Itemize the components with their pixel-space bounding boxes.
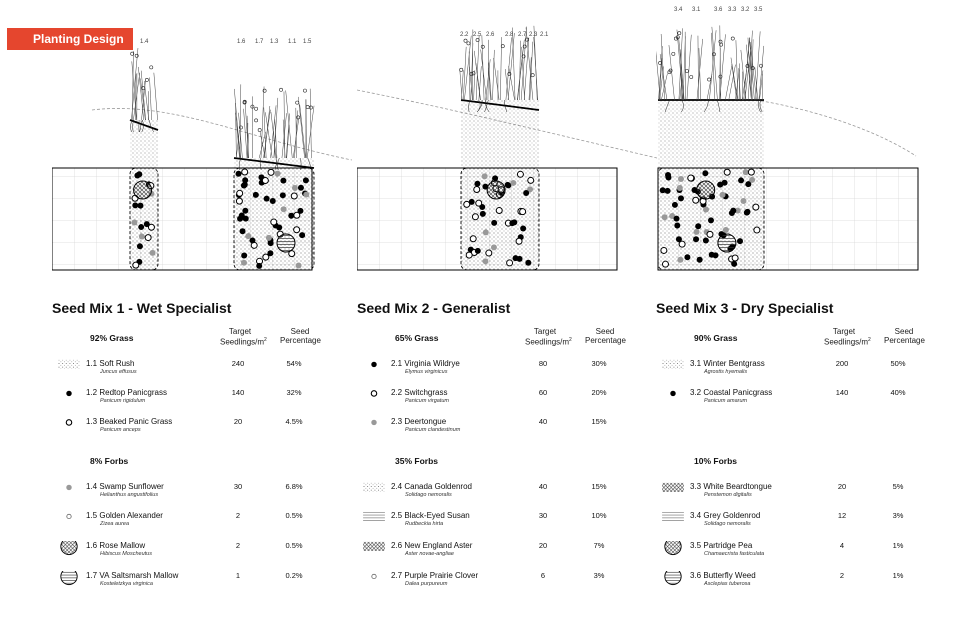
plant-callout: 3.4 xyxy=(674,7,683,13)
species-name xyxy=(690,359,765,368)
species-name xyxy=(86,511,163,520)
species-scientific-name: Elymus virginicus xyxy=(405,369,448,375)
seed-percentage-value: 0.2% xyxy=(285,571,303,580)
seedlings-unit: Seedlings/m xyxy=(220,337,265,347)
seedlings-label xyxy=(824,336,871,347)
species-scientific-name: Kosteletzkya virginica xyxy=(100,581,153,587)
species-number: 1.2 xyxy=(86,388,98,397)
seedlings-exponent: 2 xyxy=(868,337,871,343)
species-symbol-icon xyxy=(57,541,81,561)
plant-callout: 3.2 xyxy=(741,7,750,13)
species-scientific-name: Solidago nemoralis xyxy=(405,492,452,498)
seed-percentage-value: 7% xyxy=(593,541,605,550)
species-number: 3.5 xyxy=(690,541,702,550)
species-common-name: White Beardtongue xyxy=(703,482,772,491)
seed-percentage-header xyxy=(884,327,924,345)
target-seedlings-value: 20 xyxy=(837,482,847,491)
species-name xyxy=(690,482,772,491)
species-symbol-icon xyxy=(362,541,386,561)
species-symbol-icon xyxy=(661,541,685,561)
seed-percentage-value: 10% xyxy=(591,511,607,520)
plant-callout: 3.1 xyxy=(692,7,701,13)
seed-percentage-value: 4.5% xyxy=(285,417,303,426)
percentage-label: Percentage xyxy=(884,336,925,345)
group-title: 35% Forbs xyxy=(395,456,438,466)
species-symbol-icon xyxy=(661,388,685,408)
seed-percentage-value: 15% xyxy=(591,417,607,426)
seed-percentage-header xyxy=(585,327,625,345)
species-name xyxy=(86,541,145,550)
plant-callout: 3.5 xyxy=(754,7,763,13)
species-symbol-icon xyxy=(661,571,685,591)
species-scientific-name: Hibiscus Moscheutus xyxy=(100,551,152,557)
target-label: Target xyxy=(832,327,856,336)
species-common-name: Swamp Sunflower xyxy=(99,482,164,491)
species-symbol-icon xyxy=(661,482,685,502)
group-title: 8% Forbs xyxy=(90,456,129,466)
species-number: 2.3 xyxy=(391,417,403,426)
species-row xyxy=(656,511,956,537)
species-symbol-icon xyxy=(57,482,81,502)
target-seedlings-value: 6 xyxy=(540,571,546,580)
plant-callout: 1.4 xyxy=(140,39,149,45)
plant-callout: 2.6 xyxy=(486,32,495,38)
seed-percentage-value: 5% xyxy=(892,482,904,491)
plant-callout: 1.1 xyxy=(288,39,297,45)
species-name xyxy=(86,359,135,368)
species-common-name: Coastal Panicgrass xyxy=(703,388,773,397)
target-seedlings-value: 40 xyxy=(538,482,548,491)
plant-callout: 3.6 xyxy=(714,7,723,13)
plant-callout: 2.2 xyxy=(460,32,469,38)
species-number: 2.6 xyxy=(391,541,403,550)
species-common-name: Golden Alexander xyxy=(99,511,163,520)
species-row xyxy=(656,388,956,414)
species-symbol-icon xyxy=(661,359,685,379)
species-symbol-icon xyxy=(362,571,386,591)
species-number: 2.2 xyxy=(391,388,403,397)
species-common-name: Grey Goldenrod xyxy=(703,511,761,520)
species-name xyxy=(690,571,756,580)
group-title: 10% Forbs xyxy=(694,456,737,466)
species-name xyxy=(86,388,167,397)
seedlings-label xyxy=(220,336,267,347)
species-name xyxy=(391,388,447,397)
seed-percentage-header xyxy=(280,327,320,345)
seed-percentage-value: 6.8% xyxy=(285,482,303,491)
seedlings-label xyxy=(525,336,572,347)
plant-callout: 2.3 xyxy=(529,32,538,38)
species-scientific-name: Penstemon digitalis xyxy=(704,492,752,498)
species-row xyxy=(52,417,352,443)
planting-section-drawing xyxy=(656,0,956,290)
species-symbol-icon xyxy=(57,571,81,591)
species-name xyxy=(391,511,470,520)
species-symbol-icon xyxy=(362,511,386,531)
species-row xyxy=(357,511,657,537)
species-row xyxy=(357,541,657,567)
species-number: 3.2 xyxy=(690,388,702,397)
target-seedlings-header xyxy=(220,327,267,347)
planting-section-drawing xyxy=(357,0,657,290)
target-seedlings-value: 240 xyxy=(231,359,245,368)
seed-percentage-value: 1% xyxy=(892,541,904,550)
species-common-name: Canada Goldenrod xyxy=(404,482,472,491)
group-title: 65% Grass xyxy=(395,333,439,343)
target-seedlings-value: 2 xyxy=(235,541,241,550)
species-common-name: VA Saltsmarsh Mallow xyxy=(99,571,179,580)
seed-mix-panel-generalist xyxy=(357,0,657,624)
seed-mix-title: Seed Mix 3 - Dry Specialist xyxy=(656,300,834,316)
species-name xyxy=(391,417,446,426)
species-scientific-name: Panicum anceps xyxy=(100,427,141,433)
seedlings-exponent: 2 xyxy=(569,337,572,343)
species-name xyxy=(391,359,460,368)
species-name xyxy=(391,571,478,580)
species-symbol-icon xyxy=(362,482,386,502)
target-seedlings-value: 140 xyxy=(231,388,245,397)
species-number: 3.3 xyxy=(690,482,702,491)
species-row xyxy=(52,482,352,508)
species-number: 3.4 xyxy=(690,511,702,520)
species-number: 2.4 xyxy=(391,482,403,491)
species-symbol-icon xyxy=(57,388,81,408)
species-symbol-icon xyxy=(362,388,386,408)
seed-label: Seed xyxy=(290,327,310,336)
species-common-name: Winter Bentgrass xyxy=(703,359,765,368)
species-row xyxy=(52,541,352,567)
species-scientific-name: Asclepias tuberosa xyxy=(704,581,751,587)
planting-design-banner: Planting Design xyxy=(7,28,133,50)
species-common-name: Virginia Wildrye xyxy=(404,359,460,368)
species-name xyxy=(690,388,772,397)
species-symbol-icon xyxy=(57,511,81,531)
seed-label: Seed xyxy=(595,327,615,336)
species-name xyxy=(690,511,760,520)
species-row xyxy=(656,359,956,385)
target-seedlings-value: 12 xyxy=(837,511,847,520)
species-name xyxy=(690,541,752,550)
species-row xyxy=(357,359,657,385)
species-symbol-icon xyxy=(57,359,81,379)
seed-mix-panel-wet xyxy=(52,0,352,624)
species-scientific-name: Dalea purpureum xyxy=(405,581,448,587)
seed-percentage-value: 0.5% xyxy=(285,541,303,550)
species-common-name: Black-Eyed Susan xyxy=(404,511,470,520)
species-symbol-icon xyxy=(362,359,386,379)
species-row xyxy=(52,359,352,385)
seed-mix-title: Seed Mix 1 - Wet Specialist xyxy=(52,300,232,316)
seedlings-exponent: 2 xyxy=(264,337,267,343)
seed-percentage-value: 3% xyxy=(593,571,605,580)
target-seedlings-value: 2 xyxy=(235,511,241,520)
target-seedlings-header xyxy=(525,327,572,347)
target-seedlings-value: 140 xyxy=(835,388,849,397)
seed-mix-title: Seed Mix 2 - Generalist xyxy=(357,300,511,316)
group-title: 92% Grass xyxy=(90,333,134,343)
species-row xyxy=(357,482,657,508)
species-common-name: Switchgrass xyxy=(404,388,448,397)
plant-callout: 1.7 xyxy=(255,39,264,45)
species-number: 1.3 xyxy=(86,417,98,426)
target-seedlings-header xyxy=(824,327,871,347)
seed-percentage-value: 20% xyxy=(591,388,607,397)
plant-callout: 1.5 xyxy=(303,39,312,45)
grade-line xyxy=(756,100,916,156)
percentage-label: Percentage xyxy=(585,336,626,345)
species-scientific-name: Helianthus angustifolius xyxy=(100,492,159,498)
seedlings-unit: Seedlings/m xyxy=(824,337,869,347)
species-name xyxy=(86,571,178,580)
species-row xyxy=(357,571,657,597)
target-seedlings-value: 60 xyxy=(538,388,548,397)
species-scientific-name: Panicum clandestinum xyxy=(405,427,461,433)
species-number: 1.4 xyxy=(86,482,98,491)
species-number: 2.5 xyxy=(391,511,403,520)
species-scientific-name: Panicum amarum xyxy=(704,398,748,404)
species-scientific-name: Chamaecrista fasticulata xyxy=(704,551,765,557)
species-common-name: Beaked Panic Grass xyxy=(99,417,173,426)
species-common-name: Redtop Panicgrass xyxy=(99,388,167,397)
seed-percentage-value: 30% xyxy=(591,359,607,368)
species-number: 1.1 xyxy=(86,359,98,368)
species-scientific-name: Rudbeckia hirta xyxy=(405,521,444,527)
species-number: 3.1 xyxy=(690,359,702,368)
species-scientific-name: Zizea aurea xyxy=(100,521,130,527)
seed-label: Seed xyxy=(894,327,914,336)
species-common-name: Butterfly Weed xyxy=(703,571,756,580)
seedlings-unit: Seedlings/m xyxy=(525,337,570,347)
seed-percentage-value: 50% xyxy=(890,359,906,368)
species-row xyxy=(656,541,956,567)
species-scientific-name: Agrostis hyemalis xyxy=(704,369,748,375)
species-scientific-name: Panicum rigidulum xyxy=(100,398,146,404)
target-seedlings-value: 4 xyxy=(839,541,845,550)
species-row xyxy=(656,482,956,508)
species-number: 2.7 xyxy=(391,571,403,580)
target-label: Target xyxy=(228,327,252,336)
target-seedlings-value: 20 xyxy=(233,417,243,426)
species-row xyxy=(52,511,352,537)
species-name xyxy=(391,541,472,550)
species-name xyxy=(391,482,472,491)
target-seedlings-value: 40 xyxy=(538,417,548,426)
percentage-label: Percentage xyxy=(280,336,321,345)
species-name xyxy=(86,417,172,426)
species-row xyxy=(656,571,956,597)
species-scientific-name: Solidago nemoralis xyxy=(704,521,751,527)
target-seedlings-value: 30 xyxy=(538,511,548,520)
plant-callout: 1.6 xyxy=(237,39,246,45)
species-scientific-name: Juncus effusus xyxy=(100,369,137,375)
seed-percentage-value: 54% xyxy=(286,359,302,368)
species-common-name: Deertongue xyxy=(404,417,447,426)
plant-callout: 3.3 xyxy=(728,7,737,13)
species-common-name: Soft Rush xyxy=(99,359,135,368)
target-label: Target xyxy=(533,327,557,336)
group-title: 90% Grass xyxy=(694,333,738,343)
seed-percentage-value: 0.5% xyxy=(285,511,303,520)
species-scientific-name: Panicum virgatum xyxy=(405,398,450,404)
plant-callout: 2.5 xyxy=(473,32,482,38)
species-row xyxy=(357,388,657,414)
plant-callout: 2.8 xyxy=(505,32,514,38)
species-symbol-icon xyxy=(57,417,81,437)
target-seedlings-value: 1 xyxy=(235,571,241,580)
species-number: 1.5 xyxy=(86,511,98,520)
seed-mix-panel-dry xyxy=(656,0,956,624)
target-seedlings-value: 20 xyxy=(538,541,548,550)
plant-callout: 1.3 xyxy=(270,39,279,45)
species-number: 1.6 xyxy=(86,541,98,550)
species-number: 1.7 xyxy=(86,571,98,580)
species-common-name: Rose Mallow xyxy=(99,541,146,550)
seed-percentage-value: 1% xyxy=(892,571,904,580)
species-symbol-icon xyxy=(362,417,386,437)
species-row xyxy=(357,417,657,443)
species-name xyxy=(86,482,164,491)
species-scientific-name: Aster novae-angliae xyxy=(405,551,454,557)
seed-percentage-value: 40% xyxy=(890,388,906,397)
target-seedlings-value: 200 xyxy=(835,359,849,368)
target-seedlings-value: 80 xyxy=(538,359,548,368)
plant-callout: 2.1 xyxy=(540,32,549,38)
seed-percentage-value: 32% xyxy=(286,388,302,397)
species-common-name: Partridge Pea xyxy=(703,541,753,550)
plant-callout: 2.7 xyxy=(518,32,527,38)
species-row xyxy=(52,571,352,597)
species-row xyxy=(52,388,352,414)
species-symbol-icon xyxy=(661,511,685,531)
target-seedlings-value: 2 xyxy=(839,571,845,580)
species-number: 3.6 xyxy=(690,571,702,580)
species-common-name: New England Aster xyxy=(404,541,473,550)
target-seedlings-value: 30 xyxy=(233,482,243,491)
species-number: 2.1 xyxy=(391,359,403,368)
species-common-name: Purple Prairie Clover xyxy=(404,571,479,580)
seed-percentage-value: 15% xyxy=(591,482,607,491)
seed-percentage-value: 3% xyxy=(892,511,904,520)
